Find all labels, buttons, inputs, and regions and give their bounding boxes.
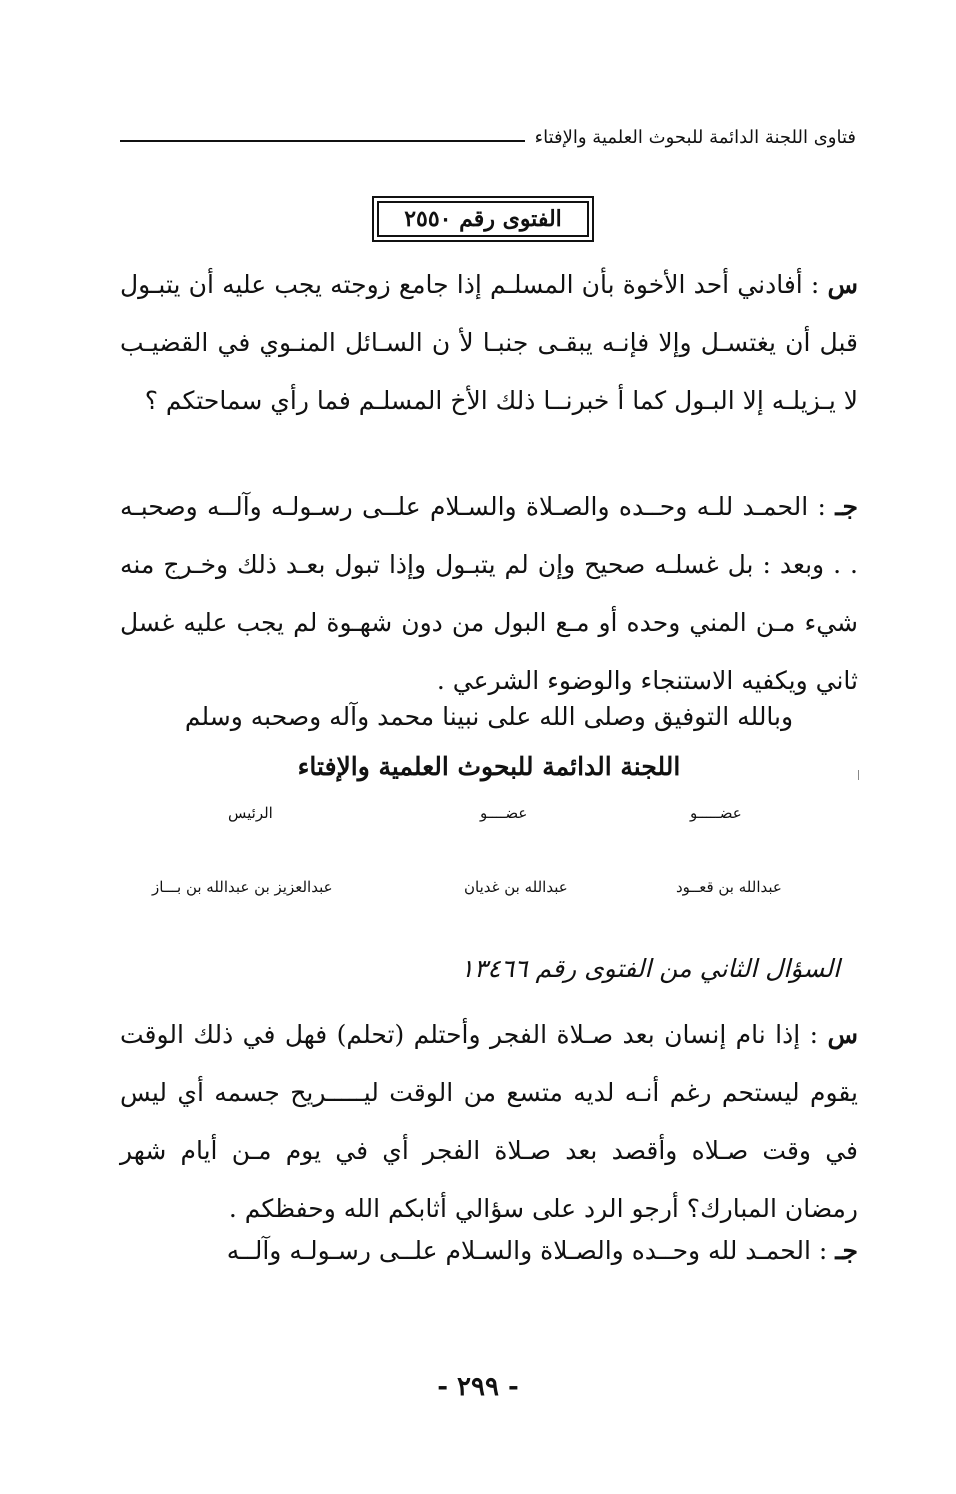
committee-name: اللجنة الدائمة للبحوث العلمية والإفتاء	[297, 752, 681, 781]
fatwa-number-box	[372, 196, 594, 242]
fatwa-number-label: الفتوى رقم ٢٥٥٠	[377, 201, 589, 237]
header-rule	[120, 140, 525, 142]
running-header	[120, 118, 856, 148]
signatory-name: عبدالله بن قعــود	[676, 878, 782, 896]
fatwa2-answer	[120, 1222, 858, 1280]
fatwa2-heading: السؤال الثاني من الفتوى رقم ١٣٤٦٦	[460, 954, 840, 983]
signatory-role: عضــــو	[480, 804, 528, 822]
answer-text: : الحمـد للـه وحــده والصـلاة والسـلام علــى رسـولـه وآلــه وصحبـه . . وبعد : بل غسلـه صحيح وإن لم يتبـول وإذا تبول بعـد ذلك وخـرج منه شيء مـن المني وحده أو مـع البول من دون شهـوة لم يجب عليه غسل ثاني ويكفيه الاستنجاء والوضوء الشرعي .	[120, 492, 858, 695]
question-text: : إذا نام إنسان بعد صـلاة الفجر وأحتلم (تحلم) فهل في ذلك الوقت يقوم ليستحم رغم أنـه لديه متسع من الوقت ليـــــريح جسمه أي ليس في وقت صـلاه وأقصد بعد صـلاة الفجر أي في يوم مـن أيام شهر رمضان المبارك؟ أرجو الرد على سؤالي أثابكم الله وحفظكم .	[120, 1020, 858, 1223]
running-title: فتاوى اللجنة الدائمة للبحوث العلمية والإفتاء	[534, 127, 856, 148]
fatwa2-question	[120, 1006, 858, 1238]
answer-label: جـ	[835, 1236, 858, 1265]
signatory-name: عبدالعزيز بن عبدالله بن بـــاز	[152, 878, 333, 896]
signatory-role: عضـــــو	[690, 804, 742, 822]
fatwa1-answer	[120, 478, 858, 710]
closing-prayer: وبالله التوفيق وصلى الله على نبينا محمد وآله وصحبه وسلم	[184, 702, 794, 731]
question-label: س	[827, 1020, 858, 1049]
signatory-name: عبدالله بن غديان	[464, 878, 568, 896]
question-text: : أفادني أحد الأخوة بأن المسلـم إذا جامع زوجته يجب عليه أن يتبـول قبل أن يغتسـل وإلا فإنـه يبقـى جنبـا لأ ن السـائل المنـوي في القضيـب لا يـزيلـه إلا البـول كما أ خبرنــا ذلك الأخ المسلـم فما رأي سماحتكم ؟	[120, 270, 858, 415]
question-label: س	[827, 270, 858, 299]
answer-text: : الحمـد لله وحــده والصـلاة والسـلام علــى رسـولـه وآلــه	[226, 1236, 828, 1265]
signatory-role: الرئيس	[228, 804, 273, 822]
margin-mark	[858, 770, 859, 780]
answer-label: جـ	[835, 492, 858, 521]
page-number: - ٢٩٩ -	[437, 1372, 519, 1402]
fatwa1-question	[120, 256, 858, 430]
